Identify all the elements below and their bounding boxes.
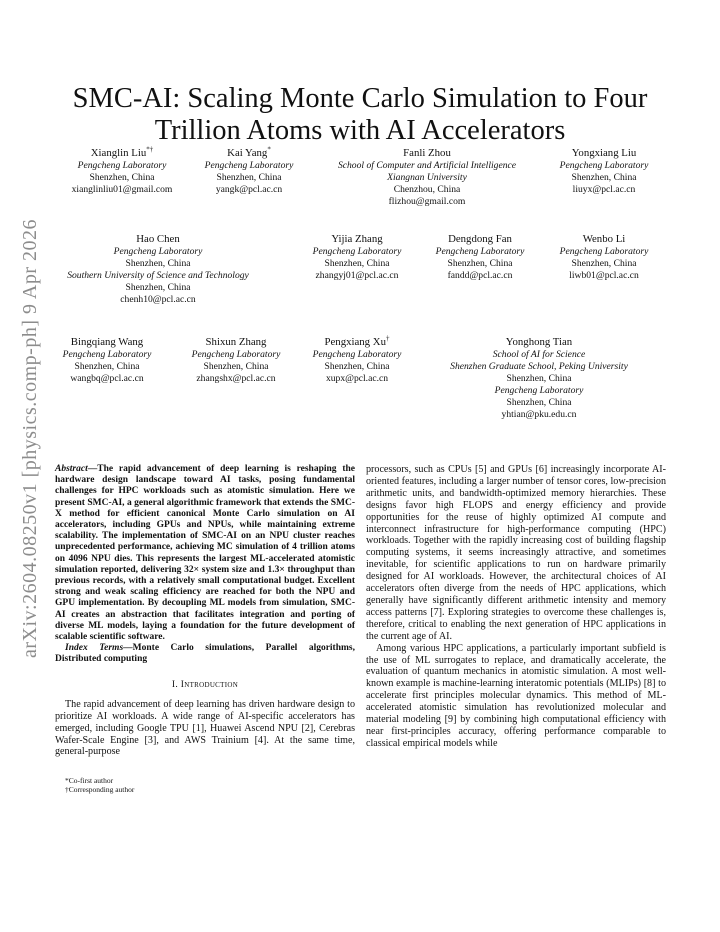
author-name-text: Pengxiang Xu bbox=[324, 336, 386, 348]
author-mark: * bbox=[267, 145, 271, 154]
author-11 bbox=[389, 335, 689, 421]
author-name-text: Xianglin Liu bbox=[90, 147, 147, 159]
author-affiliation-line: Pengcheng Laboratory bbox=[435, 246, 525, 257]
author-affiliation-line: Pengcheng Laboratory bbox=[559, 246, 649, 257]
author-name bbox=[454, 232, 720, 246]
footnote-co-first: *Co-first author bbox=[65, 776, 114, 786]
author-email: fandd@pcl.ac.cn bbox=[447, 270, 513, 281]
author-affiliation-line: Southern University of Science and Technology bbox=[67, 270, 249, 281]
index-terms-heading: Index Terms bbox=[65, 643, 124, 654]
author-affiliation-line: Shenzhen, China bbox=[506, 397, 572, 408]
author-affiliation-line: Shenzhen, China bbox=[571, 258, 637, 269]
author-email: xianglinliu01@gmail.com bbox=[71, 184, 173, 195]
author-affiliation-line: Pengcheng Laboratory bbox=[312, 246, 402, 257]
footnotes bbox=[55, 776, 355, 794]
section-heading-introduction bbox=[55, 680, 355, 691]
author-affiliation-line: Xiangnan University bbox=[387, 172, 467, 183]
author-affiliation-line: Pengcheng Laboratory bbox=[191, 349, 281, 360]
abstract bbox=[55, 464, 355, 643]
author-name bbox=[389, 335, 689, 349]
author-affiliation-line: Shenzhen, China bbox=[89, 172, 155, 183]
abstract-text: —The rapid advancement of deep learning is reshaping the hardware design landscape toward AI tasks, posing fundamental challenges for HPC workloads such as atomistic simulation. Here we present SMC-AI, a general algorithmic framework that extends the SMC-X method for efficient canonical Monte Carlo simulation on AI accelerators, including GPUs and NPUs, while maintaining extreme scalability. The implementation of SMC-AI on an NPU cluster reaches unprecedented performance, achieving MC simulation of 4 trillion atoms on 4096 NPU dies. This represents the largest ML-accelerated atomistic simulation reported, delivering 32× system size and 1.3× throughput than previous records, with a relatively small computational budget. Excellent strong and weak scaling efficiency are reached for both the NPU and GPU implementation. By decoupling ML models from simulation, SMC-AI creates an abstraction that facilitates integration and porting of diverse ML models, laying a foundation for the future development of scalable scientific software. bbox=[55, 464, 355, 643]
right-paragraph-2: Among various HPC applications, a particularly important subfield is the use of ML surrogates to replace, and dramatically accelerate, the evaluation of quantum mechanics in atomistic simulation. A most well-known example is machine-learning interatomic potentials (MLIPs) [8] to accelerate first principles molecular dynamics. This method of ML-accelerated atomistic simulation has revolutionized molecular and material modeling [9] by combining high computational efficiency with near first-principles accuracy, offering performance comparable to classical empirical models while bbox=[366, 642, 666, 749]
author-mark: † bbox=[385, 334, 390, 343]
index-terms-text: —Monte Carlo simulations, Parallel algorithms, Distributed computing bbox=[55, 643, 355, 665]
author-affiliation-line: Shenzhen, China bbox=[571, 172, 637, 183]
left-column bbox=[55, 464, 355, 794]
author-name bbox=[454, 146, 720, 160]
author-name-text: Yongxiang Liu bbox=[571, 147, 637, 159]
author-affiliation-line: Pengcheng Laboratory bbox=[62, 349, 152, 360]
author-affiliation-line: Shenzhen, China bbox=[125, 258, 191, 269]
author-name-text: Bingqiang Wang bbox=[70, 336, 144, 348]
author-7 bbox=[454, 232, 720, 282]
author-email: yangk@pcl.ac.cn bbox=[215, 184, 283, 195]
author-affiliation-line: Shenzhen, China bbox=[203, 361, 269, 372]
paper-title: SMC-AI: Scaling Monte Carlo Simulation to Four Trillion Atoms with AI Accelerators bbox=[72, 83, 648, 147]
author-affiliation-line: School of AI for Science bbox=[492, 349, 586, 360]
author-name-text: Kai Yang bbox=[227, 147, 268, 159]
section-title: Introduction bbox=[180, 679, 239, 690]
author-email: wangbq@pcl.ac.cn bbox=[70, 373, 144, 384]
author-affiliation-line: Shenzhen, China bbox=[324, 361, 390, 372]
author-name-text: Yijia Zhang bbox=[331, 233, 383, 245]
author-name-text: Yonghong Tian bbox=[505, 336, 573, 348]
footnote-corresponding: †Corresponding author bbox=[65, 785, 135, 795]
author-affiliation-line: Chenzhou, China bbox=[393, 184, 461, 195]
author-affiliation-line: Pengcheng Laboratory bbox=[494, 385, 584, 396]
section-number: I. bbox=[171, 679, 179, 690]
author-affiliation-line: Shenzhen, China bbox=[125, 282, 191, 293]
author-affiliation-line: Shenzhen, China bbox=[216, 172, 282, 183]
author-email: yhtian@pku.edu.cn bbox=[501, 409, 577, 420]
author-affiliation-line: Pengcheng Laboratory bbox=[204, 160, 294, 171]
author-name-text: Fanli Zhou bbox=[403, 147, 451, 159]
right-column bbox=[366, 464, 666, 750]
author-affiliation-line: Pengcheng Laboratory bbox=[113, 246, 203, 257]
author-name-text: Dengdong Fan bbox=[448, 233, 512, 245]
author-email: chenh10@pcl.ac.cn bbox=[120, 294, 196, 305]
author-affiliation-line: Shenzhen, China bbox=[74, 361, 140, 372]
author-affiliation-line: Pengcheng Laboratory bbox=[312, 349, 402, 360]
author-email: zhangyj01@pcl.ac.cn bbox=[315, 270, 399, 281]
author-affiliation-line: Shenzhen, China bbox=[506, 373, 572, 384]
right-paragraph-1: processors, such as CPUs [5] and GPUs [6] increasingly incorporate AI-oriented features, including a larger number of tensor cores, low-precision arithmetic units, and bandwidth-optimized memory hierarchies. These designs favor high FLOPS and energy efficiency and provide opportunities for the reuse of highly optimized AI compute and interconnect infrastructure for high-performance computing (HPC) workloads. Together with the rapidly increasing cost of building flagship computing systems, it seems increasingly attractive, and sometimes inevitable, for scientific applications to run on hardware primarily designed for AI workloads. However, the architectural choices of AI accelerators often diverge from the needs of HPC applications, which generally have significantly different arithmetic intensity and memory access patterns [7]. Exploring strategies to overcome these challenges is, therefore, critical to enabling the next generation of HPC applications in the current age of AI. bbox=[366, 464, 666, 642]
author-mark: *† bbox=[146, 145, 154, 154]
author-affiliation-line: Shenzhen, China bbox=[447, 258, 513, 269]
author-affiliation-line: Pengcheng Laboratory bbox=[77, 160, 167, 171]
author-email: liuyx@pcl.ac.cn bbox=[572, 184, 636, 195]
abstract-heading: Abstract bbox=[55, 464, 88, 474]
author-name-text: Wenbo Li bbox=[582, 233, 626, 245]
author-affiliation-line: School of Computer and Artificial Intelligence bbox=[337, 160, 517, 171]
index-terms bbox=[55, 643, 355, 665]
author-affiliation-line: Shenzhen Graduate School, Peking University bbox=[450, 361, 628, 372]
author-3 bbox=[454, 146, 720, 196]
arxiv-identifier-text: arXiv:2604.08250v1 [physics.comp-ph] 9 Apr 2026 bbox=[18, 218, 41, 658]
author-email: liwb01@pcl.ac.cn bbox=[569, 270, 639, 281]
author-name-text: Shixun Zhang bbox=[205, 336, 267, 348]
author-email: zhangshx@pcl.ac.cn bbox=[196, 373, 276, 384]
author-affiliation-line: Pengcheng Laboratory bbox=[559, 160, 649, 171]
author-email: flizhou@gmail.com bbox=[388, 196, 466, 207]
author-affiliation-line: Shenzhen, China bbox=[324, 258, 390, 269]
intro-paragraph-1: The rapid advancement of deep learning has driven hardware design to prioritize AI workloads. A wide range of AI-specific accelerators has emerged, including Google TPU [1], Huawei Ascend NPU [2], Cerebras Wafer-Scale Engine [3], and AWS Trainium [4]. At the same time, general-purpose bbox=[55, 698, 355, 758]
author-email: xupx@pcl.ac.cn bbox=[325, 373, 389, 384]
author-name-text: Hao Chen bbox=[136, 233, 180, 245]
